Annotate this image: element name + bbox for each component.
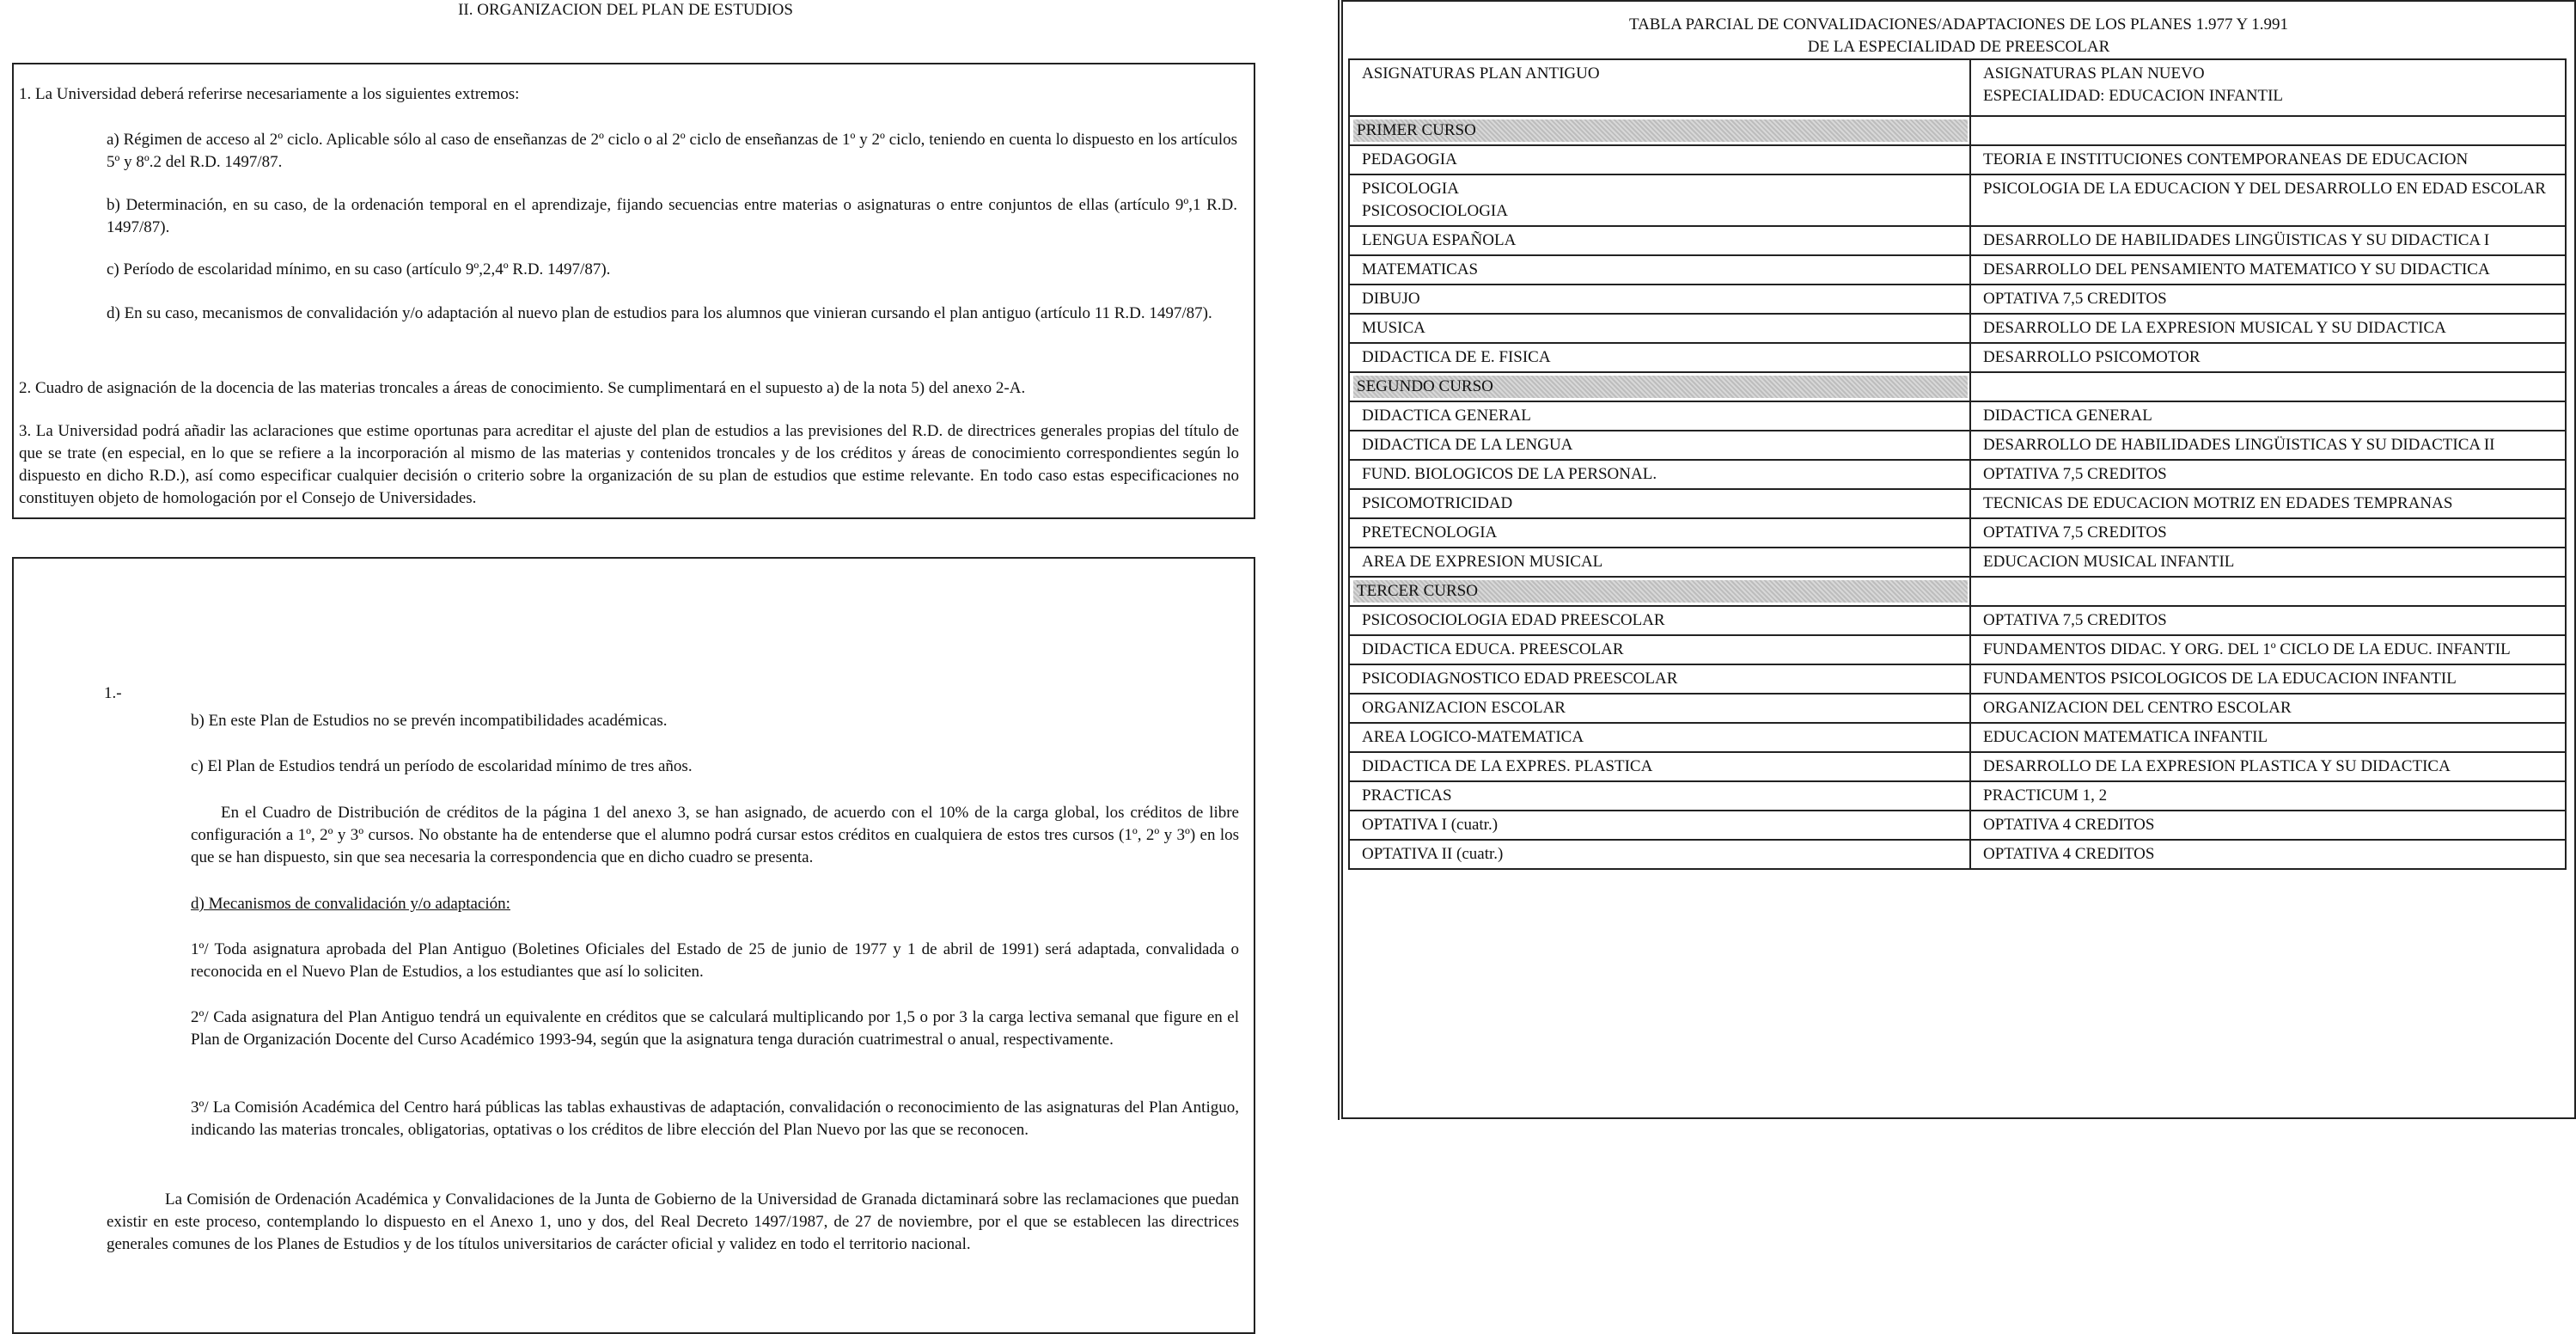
old-subject-cell	[1349, 431, 1970, 460]
paragraph-d-heading	[191, 893, 1239, 915]
table-row	[1349, 752, 2566, 781]
instruction-d: d) En su caso, mecanismos de convalidación y/o adaptación al nuevo plan de estudios para los alumnos que vinieran cursando el plan antiguo (artículo 11 R.D. 1497/87).	[107, 304, 1212, 322]
old-subject: AREA DE EXPRESION MUSICAL	[1362, 553, 1603, 571]
old-subject: PSICOSOCIOLOGIA EDAD PREESCOLAR	[1362, 611, 1665, 629]
old-subject-cell	[1349, 372, 1970, 401]
new-subject-cell: DESARROLLO DE HABILIDADES LINGÜISTICAS Y SU DIDACTICA I	[1970, 226, 2566, 255]
new-subject-cell: DESARROLLO PSICOMOTOR	[1970, 343, 2566, 372]
old-subject: DIDACTICA EDUCA. PREESCOLAR	[1362, 640, 1624, 658]
table-row	[1349, 285, 2566, 314]
old-subject-cell	[1349, 174, 1970, 226]
table-title	[1343, 14, 2574, 58]
new-subject-cell: OPTATIVA 4 CREDITOS	[1970, 840, 2566, 869]
new-subject-cell: OPTATIVA 7,5 CREDITOS	[1970, 518, 2566, 548]
section-row	[1349, 577, 2566, 606]
section-row	[1349, 372, 2566, 401]
table-row	[1349, 723, 2566, 752]
table-header-row	[1349, 59, 2566, 116]
instruction-a: a) Régimen de acceso al 2º ciclo. Aplicable sólo al caso de enseñanzas de 2º ciclo o al 2º ciclo de enseñanzas de 1º y 2º ciclo, teniendo en cuenta lo dispuesto en los artículos 5º y 8º.2 del R.D. 1497/87.	[107, 131, 1237, 171]
content-box	[12, 557, 1255, 1334]
old-subject: MUSICA	[1362, 319, 1425, 337]
rule-1: 1º/ Toda asignatura aprobada del Plan Antiguo (Boletines Oficiales del Estado de 25 de junio de 1977 y 1 de abril de 1991) será adaptada, convalidada o reconocida en el Nuevo Plan de Estudios, a los estudiantes que así lo soliciten.	[191, 940, 1239, 981]
table-row	[1349, 635, 2566, 664]
old-subject-cell	[1349, 226, 1970, 255]
table-row	[1349, 518, 2566, 548]
instruction-3: 3. La Universidad podrá añadir las aclaraciones que estime oportunas para acreditar el ajuste del plan de estudios a las previsiones del R.D. de directrices generales propias del título de que se trate (en especial, en lo que se refiere a la incorporación al mismo de las materias y contenidos troncales y de los créditos y áreas de conocimiento correspondientes según lo dispuesto en dicho R.D.), así como especificar cualquier decisión o criterio sobre la organización de su plan de estudios que estime relevante. En todo caso estas especificaciones no constituyen objeto de homologación por el Consejo de Universidades.	[19, 422, 1239, 507]
table-row	[1349, 548, 2566, 577]
old-subject: DIDACTICA DE E. FISICA	[1362, 348, 1551, 366]
instruction-c: c) Período de escolaridad mínimo, en su caso (artículo 9º,2,4º R.D. 1497/87).	[107, 260, 611, 278]
old-subject-cell	[1349, 635, 1970, 664]
new-subject-cell	[1970, 116, 2566, 145]
old-subject: FUND. BIOLOGICOS DE LA PERSONAL.	[1362, 465, 1657, 483]
instruction-b: b) Determinación, en su caso, de la ordenación temporal en el aprendizaje, fijando secuencias entre materias o asignaturas o entre conjuntos de ellas (artículo 9º,1 R.D. 1497/87).	[107, 196, 1237, 236]
new-subject-cell: FUNDAMENTOS PSICOLOGICOS DE LA EDUCACION INFANTIL	[1970, 664, 2566, 694]
new-subject-cell: DESARROLLO DE HABILIDADES LINGÜISTICAS Y SU DIDACTICA II	[1970, 431, 2566, 460]
old-subject-cell	[1349, 664, 1970, 694]
new-subject-cell: DIDACTICA GENERAL	[1970, 401, 2566, 431]
table-row	[1349, 460, 2566, 489]
old-subject-2: PSICOSOCIOLOGIA	[1362, 202, 1508, 220]
old-subject: DIDACTICA DE LA EXPRES. PLASTICA	[1362, 757, 1653, 775]
new-subject-cell: PSICOLOGIA DE LA EDUCACION Y DEL DESARROLLO EN EDAD ESCOLAR	[1970, 174, 2566, 226]
old-subject: AREA LOGICO-MATEMATICA	[1362, 728, 1584, 746]
old-subject-cell	[1349, 694, 1970, 723]
old-subject-cell	[1349, 116, 1970, 145]
table-row	[1349, 226, 2566, 255]
paragraph-b: b) En este Plan de Estudios no se prevén incompatibilidades académicas.	[191, 712, 668, 730]
old-subject: PSICODIAGNOSTICO EDAD PREESCOLAR	[1362, 670, 1678, 688]
old-subject: PEDAGOGIA	[1362, 150, 1457, 168]
old-subject-cell	[1349, 606, 1970, 635]
instruction-2: 2. Cuadro de asignación de la docencia de las materias troncales a áreas de conocimiento. Se cumplimentará en el supuesto a) de la nota 5) del anexo 2-A.	[19, 379, 1026, 397]
rule-3: 3º/ La Comisión Académica del Centro hará públicas las tablas exhaustivas de adaptación, convalidación o reconocimiento de las asignaturas del Plan Antiguo, indicando las materias troncales, obligatorias, optativas o los créditos de libre elección del Plan Nuevo por las que se reconocen.	[191, 1098, 1239, 1139]
table-row	[1349, 145, 2566, 174]
table-row	[1349, 781, 2566, 811]
old-subject-cell	[1349, 781, 1970, 811]
old-subject: DIDACTICA GENERAL	[1362, 407, 1531, 425]
old-subject-cell	[1349, 548, 1970, 577]
old-subject-cell	[1349, 489, 1970, 518]
new-subject-cell	[1970, 372, 2566, 401]
old-subject-cell	[1349, 145, 1970, 174]
header-new-line-1: ASIGNATURAS PLAN NUEVO	[1983, 64, 2205, 83]
new-subject-cell: DESARROLLO DE LA EXPRESION MUSICAL Y SU DIDACTICA	[1970, 314, 2566, 343]
table-row	[1349, 606, 2566, 635]
table-row	[1349, 489, 2566, 518]
old-subject-cell	[1349, 314, 1970, 343]
old-subject: DIDACTICA DE LA LENGUA	[1362, 436, 1573, 454]
new-subject-cell: TEORIA E INSTITUCIONES CONTEMPORANEAS DE EDUCACION	[1970, 145, 2566, 174]
table-row	[1349, 840, 2566, 869]
old-subject-cell	[1349, 255, 1970, 285]
old-subject-cell	[1349, 518, 1970, 548]
old-subject: MATEMATICAS	[1362, 260, 1479, 278]
new-subject-cell: EDUCACION MUSICAL INFANTIL	[1970, 548, 2566, 577]
section-number: 1.-	[104, 684, 122, 702]
new-subject-cell: ORGANIZACION DEL CENTRO ESCOLAR	[1970, 694, 2566, 723]
new-subject-cell: TECNICAS DE EDUCACION MOTRIZ EN EDADES TEMPRANAS	[1970, 489, 2566, 518]
old-subject: ORGANIZACION ESCOLAR	[1362, 699, 1566, 717]
old-subject: PSICOLOGIA	[1362, 180, 1459, 198]
old-subject-cell	[1349, 285, 1970, 314]
paragraph-cuadro: En el Cuadro de Distribución de créditos de la página 1 del anexo 3, se han asignado, de acuerdo con el 10% de la carga global, los créditos de libre configuración a 1º, 2º y 3º cursos. No obstante ha de entenderse que el alumno podrá cursar estos créditos en cualquiera de estos tres cursos (1º, 2º y 3º) en los que se han dispuesto, sin que sea necesaria la correspondencia que en dicho cuadro se presenta.	[191, 804, 1239, 866]
new-subject-cell: OPTATIVA 7,5 CREDITOS	[1970, 460, 2566, 489]
page-title: II. ORGANIZACION DEL PLAN DE ESTUDIOS	[458, 1, 793, 19]
instruction-1: 1. La Universidad deberá referirse necesariamente a los siguientes extremos:	[19, 85, 520, 103]
table-row	[1349, 314, 2566, 343]
old-subject-cell	[1349, 811, 1970, 840]
new-subject-cell: DESARROLLO DEL PENSAMIENTO MATEMATICO Y SU DIDACTICA	[1970, 255, 2566, 285]
old-subject-cell	[1349, 460, 1970, 489]
header-new-line-2: ESPECIALIDAD: EDUCACION INFANTIL	[1983, 87, 2284, 105]
table-row	[1349, 174, 2566, 226]
header-new	[1970, 59, 2566, 116]
table-row	[1349, 401, 2566, 431]
table-row	[1349, 664, 2566, 694]
convalidation-table	[1348, 58, 2567, 870]
old-subject-cell	[1349, 723, 1970, 752]
section-label: TERCER CURSO	[1353, 580, 1968, 603]
table-title-line-2: DE LA ESPECIALIDAD DE PREESCOLAR	[1807, 38, 2110, 56]
table-row	[1349, 431, 2566, 460]
old-subject: OPTATIVA II (cuatr.)	[1362, 845, 1504, 863]
header-old: ASIGNATURAS PLAN ANTIGUO	[1349, 59, 1970, 116]
new-subject-cell: PRACTICUM 1, 2	[1970, 781, 2566, 811]
table-title-line-1: TABLA PARCIAL DE CONVALIDACIONES/ADAPTACIONES DE LOS PLANES 1.977 Y 1.991	[1628, 15, 2289, 34]
old-subject: OPTATIVA I (cuatr.)	[1362, 816, 1499, 834]
old-subject: LENGUA ESPAÑOLA	[1362, 231, 1517, 249]
new-subject-cell: OPTATIVA 7,5 CREDITOS	[1970, 606, 2566, 635]
old-subject-cell	[1349, 343, 1970, 372]
old-subject-cell	[1349, 840, 1970, 869]
old-subject-cell	[1349, 752, 1970, 781]
section-label: PRIMER CURSO	[1353, 119, 1968, 142]
old-subject: PRETECNOLOGIA	[1362, 523, 1498, 542]
heading-underline: d) Mecanismos de convalidación y/o adaptación:	[191, 895, 510, 913]
table-row	[1349, 694, 2566, 723]
new-subject-cell: OPTATIVA 7,5 CREDITOS	[1970, 285, 2566, 314]
old-subject-cell	[1349, 401, 1970, 431]
old-subject: PRACTICAS	[1362, 786, 1452, 805]
section-label: SEGUNDO CURSO	[1353, 376, 1968, 398]
new-subject-cell	[1970, 577, 2566, 606]
table-row	[1349, 255, 2566, 285]
new-subject-cell: DESARROLLO DE LA EXPRESION PLASTICA Y SU DIDACTICA	[1970, 752, 2566, 781]
final-paragraph: La Comisión de Ordenación Académica y Convalidaciones de la Junta de Gobierno de la Universidad de Granada dictaminará sobre las reclamaciones que puedan existir en este proceso, contemplando lo dispuesto en el Anexo 1, uno y dos, del Real Decreto 1497/1987, de 27 de noviembre, por el que se establecen las directrices generales comunes de los Planes de Estudios y de los títulos universitarios de carácter oficial y validez en todo el territorio nacional.	[107, 1190, 1239, 1253]
new-subject-cell: OPTATIVA 4 CREDITOS	[1970, 811, 2566, 840]
table-row	[1349, 811, 2566, 840]
old-subject: DIBUJO	[1362, 290, 1420, 308]
new-subject-cell: FUNDAMENTOS DIDAC. Y ORG. DEL 1º CICLO DE LA EDUC. INFANTIL	[1970, 635, 2566, 664]
new-subject-cell: EDUCACION MATEMATICA INFANTIL	[1970, 723, 2566, 752]
convalidation-table-panel	[1341, 0, 2576, 1119]
old-subject: PSICOMOTRICIDAD	[1362, 494, 1513, 512]
old-subject-cell	[1349, 577, 1970, 606]
table-row	[1349, 343, 2566, 372]
instructions-box	[12, 63, 1255, 519]
paragraph-c: c) El Plan de Estudios tendrá un período de escolaridad mínimo de tres años.	[191, 757, 693, 775]
section-row	[1349, 116, 2566, 145]
rule-2: 2º/ Cada asignatura del Plan Antiguo tendrá un equivalente en créditos que se calculará multiplicando por 1,5 o por 3 la carga lectiva semanal que figure en el Plan de Organización Docente del Curso Académico 1993-94, según que la asignatura tenga duración cuatrimestral o anual, respectivamente.	[191, 1008, 1239, 1049]
